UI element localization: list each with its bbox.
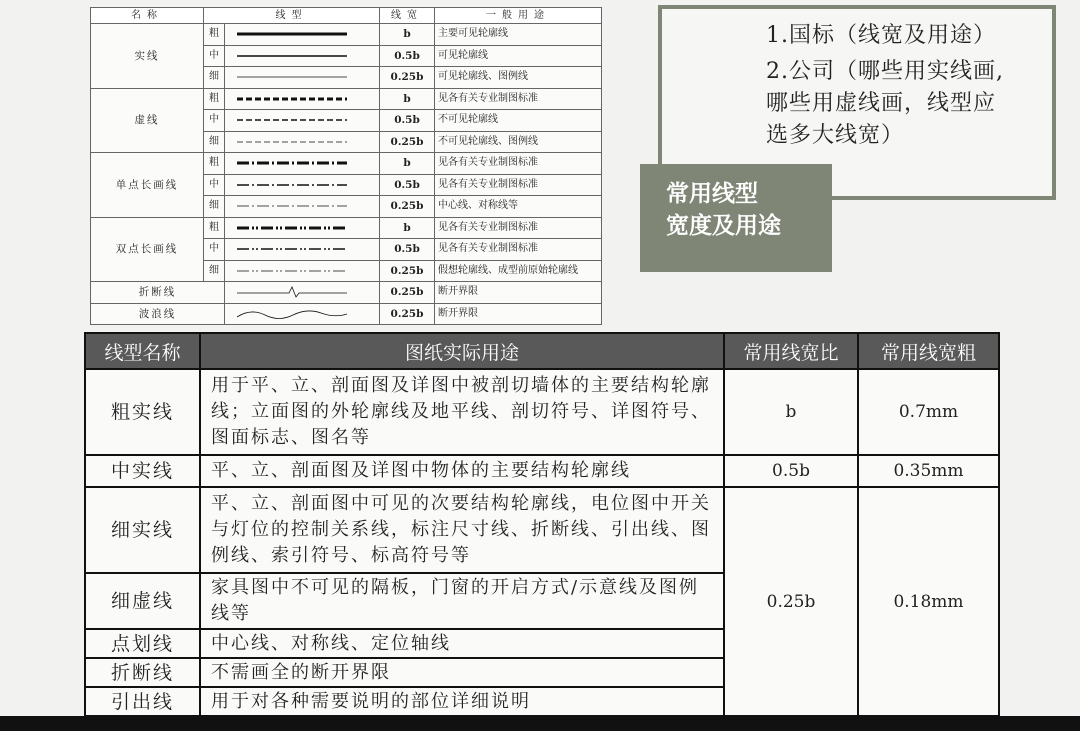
std-table-row xyxy=(91,282,602,304)
row-name: 引出线 xyxy=(85,687,200,716)
std-line-use: 可见轮廓线 xyxy=(435,45,602,67)
co-header-mm: 常用线宽粗 xyxy=(858,333,999,369)
std-line-size: 细 xyxy=(204,260,225,282)
std-line-use: 断开界限 xyxy=(435,282,602,304)
line-sample-icon xyxy=(235,200,349,212)
std-line-width: 0.5b xyxy=(380,174,435,196)
std-line-sample xyxy=(225,196,380,218)
std-line-size: 粗 xyxy=(204,88,225,110)
std-line-use: 主要可见轮廓线 xyxy=(435,24,602,46)
std-line-width: b xyxy=(380,24,435,46)
row-name: 细实线 xyxy=(85,487,200,573)
std-line-size: 中 xyxy=(204,239,225,261)
std-line-sample xyxy=(225,88,380,110)
bottom-bar xyxy=(0,716,1080,731)
row-name: 中实线 xyxy=(85,455,200,487)
line-sample-icon xyxy=(235,157,349,169)
section-label-line-2: 宽度及用途 xyxy=(666,213,781,239)
std-line-width: 0.5b xyxy=(380,239,435,261)
std-line-name: 波浪线 xyxy=(91,303,225,325)
std-line-width: 0.25b xyxy=(380,260,435,282)
std-header-width: 线宽 xyxy=(380,8,435,24)
row-ratio: 0.5b xyxy=(724,455,858,487)
line-sample-icon xyxy=(235,114,349,126)
standard-table-header-row xyxy=(91,8,602,24)
note-line-4: 选多大线宽） xyxy=(766,123,905,148)
line-sample-icon xyxy=(235,93,349,105)
note-line-2: 2.公司（哪些用实线画, xyxy=(766,59,1004,84)
std-line-use: 不可见轮廓线 xyxy=(435,110,602,132)
row-ratio: 0.25b xyxy=(724,487,858,716)
std-line-use: 见各有关专业制图标准 xyxy=(435,239,602,261)
line-sample-icon xyxy=(235,71,349,83)
co-header-ratio: 常用线宽比 xyxy=(724,333,858,369)
line-sample-stroke xyxy=(237,311,347,319)
section-label-line-1: 常用线型 xyxy=(666,181,758,207)
line-sample-icon xyxy=(235,286,349,298)
std-header-use: 一般用途 xyxy=(435,8,602,24)
std-table-row xyxy=(91,303,602,325)
std-line-sample xyxy=(225,303,380,325)
std-line-size: 粗 xyxy=(204,24,225,46)
std-line-width: b xyxy=(380,217,435,239)
std-line-width: 0.25b xyxy=(380,196,435,218)
std-line-width: 0.5b xyxy=(380,110,435,132)
row-use: 用于平、立、剖面图及详图中被剖切墙体的主要结构轮廓线；立面图的外轮廓线及地平线、剖切符号、详图符号、图面标志、图名等 xyxy=(200,369,724,455)
std-line-use: 见各有关专业制图标准 xyxy=(435,217,602,239)
std-line-sample xyxy=(225,45,380,67)
row-use: 不需画全的断开界限 xyxy=(200,658,724,687)
row-name: 折断线 xyxy=(85,658,200,687)
std-header-line: 线型 xyxy=(204,8,380,24)
std-line-sample xyxy=(225,174,380,196)
std-line-size: 粗 xyxy=(204,217,225,239)
std-line-size: 中 xyxy=(204,174,225,196)
std-line-size: 中 xyxy=(204,45,225,67)
std-line-name: 实线 xyxy=(91,24,204,89)
std-line-width: 0.25b xyxy=(380,67,435,89)
note-line-3: 哪些用虚线画，线型应 xyxy=(766,91,997,116)
std-line-size: 细 xyxy=(204,196,225,218)
std-line-sample xyxy=(225,24,380,46)
std-line-sample xyxy=(225,260,380,282)
std-line-sample xyxy=(225,239,380,261)
std-line-size: 细 xyxy=(204,67,225,89)
row-name: 点划线 xyxy=(85,629,200,658)
std-line-use: 中心线、对称线等 xyxy=(435,196,602,218)
std-line-sample xyxy=(225,67,380,89)
std-line-sample xyxy=(225,153,380,175)
row-ratio: b xyxy=(724,369,858,455)
section-label xyxy=(640,164,832,272)
std-table-row xyxy=(91,217,602,239)
std-table-row xyxy=(91,153,602,175)
std-line-use: 假想轮廓线、成型前原始轮廓线 xyxy=(435,260,602,282)
std-line-name: 虚线 xyxy=(91,88,204,153)
line-sample-icon xyxy=(235,179,349,191)
std-line-use: 断开界限 xyxy=(435,303,602,325)
line-sample-icon xyxy=(235,308,349,320)
std-line-width: 0.25b xyxy=(380,303,435,325)
row-name: 细虚线 xyxy=(85,573,200,629)
std-line-size: 细 xyxy=(204,131,225,153)
std-line-sample xyxy=(225,282,380,304)
company-line-table xyxy=(84,332,1000,717)
std-line-use: 可见轮廓线、图例线 xyxy=(435,67,602,89)
row-use: 平、立、剖面图及详图中物体的主要结构轮廓线 xyxy=(200,455,724,487)
std-table-row xyxy=(91,88,602,110)
std-line-sample xyxy=(225,131,380,153)
line-sample-icon xyxy=(235,136,349,148)
std-line-width: b xyxy=(380,88,435,110)
line-sample-icon xyxy=(235,50,349,62)
company-table-header-row xyxy=(85,333,999,369)
row-use: 平、立、剖面图中可见的次要结构轮廓线，电位图中开关与灯位的控制关系线，标注尺寸线、折断线、引出线、图例线、索引符号、标高符号等 xyxy=(200,487,724,573)
row-name: 粗实线 xyxy=(85,369,200,455)
table-row xyxy=(85,455,999,487)
std-line-width: 0.25b xyxy=(380,282,435,304)
std-line-width: 0.25b xyxy=(380,131,435,153)
table-row xyxy=(85,369,999,455)
std-line-sample xyxy=(225,110,380,132)
standard-line-table xyxy=(90,7,602,325)
std-line-name: 双点长画线 xyxy=(91,217,204,282)
row-mm: 0.18mm xyxy=(858,487,999,716)
std-header-name: 名称 xyxy=(91,8,204,24)
std-line-width: b xyxy=(380,153,435,175)
standard-table-body xyxy=(91,24,602,325)
std-line-size: 中 xyxy=(204,110,225,132)
std-line-use: 不可见轮廓线、图例线 xyxy=(435,131,602,153)
line-sample-icon xyxy=(235,243,349,255)
co-header-name: 线型名称 xyxy=(85,333,200,369)
std-line-use: 见各有关专业制图标准 xyxy=(435,153,602,175)
row-use: 家具图中不可见的隔板，门窗的开启方式/示意线及图例线等 xyxy=(200,573,724,629)
std-table-row xyxy=(91,24,602,46)
std-line-name: 折断线 xyxy=(91,282,225,304)
table-row xyxy=(85,487,999,573)
line-sample-icon xyxy=(235,28,349,40)
row-use: 用于对各种需要说明的部位详细说明 xyxy=(200,687,724,716)
line-sample-icon xyxy=(235,265,349,277)
std-line-sample xyxy=(225,217,380,239)
row-mm: 0.7mm xyxy=(858,369,999,455)
std-line-width: 0.5b xyxy=(380,45,435,67)
std-line-name: 单点长画线 xyxy=(91,153,204,218)
note-line-1: 1.国标（线宽及用途） xyxy=(766,23,996,48)
std-line-use: 见各有关专业制图标准 xyxy=(435,174,602,196)
std-line-use: 见各有关专业制图标准 xyxy=(435,88,602,110)
line-sample-icon xyxy=(235,222,349,234)
co-header-use: 图纸实际用途 xyxy=(200,333,724,369)
std-line-size: 粗 xyxy=(204,153,225,175)
line-sample-stroke xyxy=(237,287,347,297)
row-use: 中心线、对称线、定位轴线 xyxy=(200,629,724,658)
row-mm: 0.35mm xyxy=(858,455,999,487)
